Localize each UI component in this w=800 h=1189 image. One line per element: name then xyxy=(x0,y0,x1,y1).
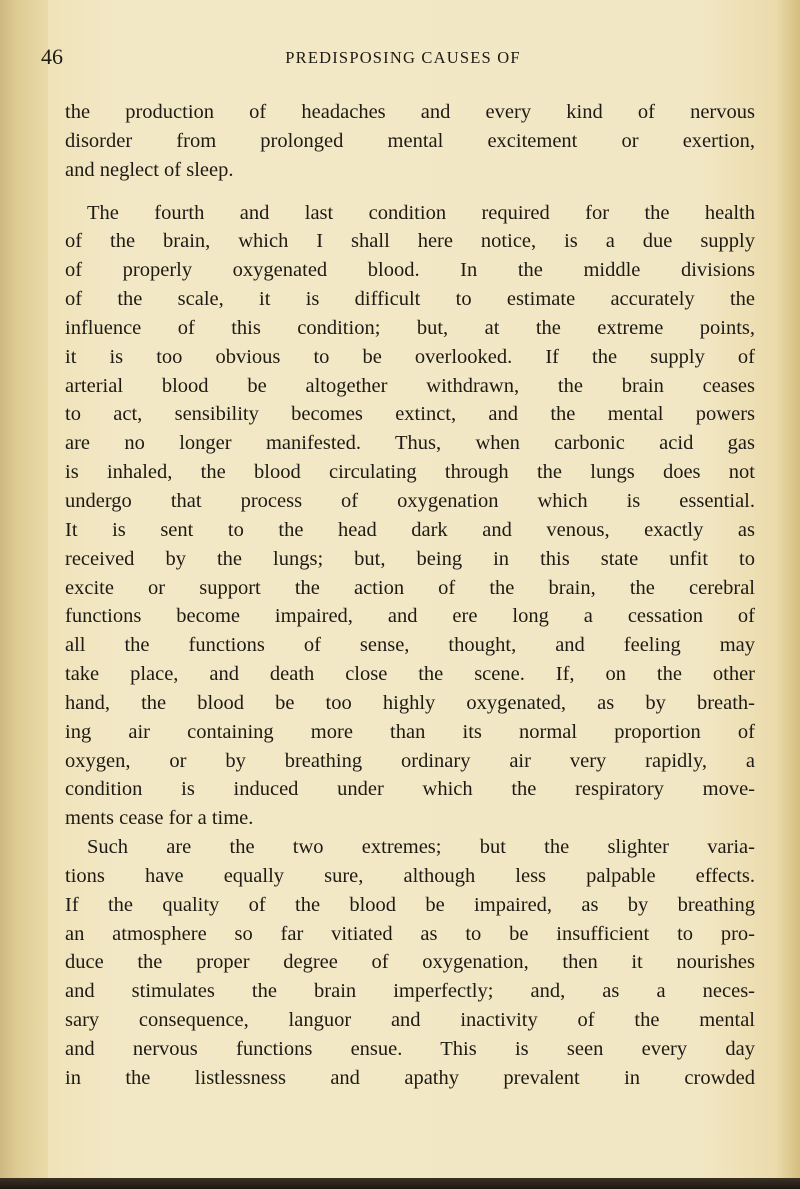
text-line: it is too obvious to be overlooked. If the supply of xyxy=(65,345,755,368)
text-line: are no longer manifested. Thus, when carbonic acid gas xyxy=(65,432,755,455)
text-line: If the quality of the blood be impaired, as by breathing xyxy=(65,893,755,916)
text-line: disorder from prolonged mental excitement or exertion, xyxy=(65,129,755,152)
text-line: the production of headaches and every kind of nervous xyxy=(65,101,755,123)
text-line: influence of this condition; but, at the extreme points, xyxy=(65,316,755,339)
text-line: all the functions of sense, thought, and feeling may xyxy=(65,634,755,657)
text-line: excite or support the action of the brain, the cerebral xyxy=(65,576,755,599)
text-line: ments cease for a time. xyxy=(65,807,254,830)
text-line: The fourth and last condition required for the health xyxy=(87,201,755,224)
text-line: and nervous functions ensue. This is seen every day xyxy=(65,1038,755,1060)
paragraph-gap xyxy=(65,185,755,199)
text-line: to act, sensibility becomes extinct, and the mental powers xyxy=(65,403,755,426)
paragraph xyxy=(65,833,755,1093)
paragraph xyxy=(65,98,755,185)
text-line: of properly oxygenated blood. In the middle divisions xyxy=(65,259,755,282)
text-line: take place, and death close the scene. If, on the other xyxy=(65,663,755,686)
running-head: PREDISPOSING CAUSES OF xyxy=(285,48,521,67)
text-line: condition is induced under which the respiratory move- xyxy=(65,778,755,801)
page-edge-shadow xyxy=(774,0,800,1189)
text-line: of the brain, which I shall here notice, is a due supply xyxy=(65,230,755,253)
body-text xyxy=(65,98,755,1093)
text-line: hand, the blood be too highly oxygenated, as by breath- xyxy=(65,691,755,714)
text-line: It is sent to the head dark and venous, exactly as xyxy=(65,518,755,541)
text-line: and neglect of sleep. xyxy=(65,158,234,181)
page-gutter-shadow xyxy=(0,0,48,1189)
text-line: tions have equally sure, although less palpable effects. xyxy=(65,864,755,887)
paragraph xyxy=(65,199,755,834)
page-bottom-edge xyxy=(0,1178,800,1189)
text-line: in the listlessness and apathy prevalent in crowded xyxy=(65,1066,755,1089)
text-line: sary consequence, languor and inactivity of the mental xyxy=(65,1009,755,1032)
text-line: arterial blood be altogether withdrawn, the brain ceases xyxy=(65,374,755,397)
text-line: and stimulates the brain imperfectly; and, as a neces- xyxy=(65,980,755,1003)
text-line: oxygen, or by breathing ordinary air very rapidly, a xyxy=(65,749,755,772)
text-line: an atmosphere so far vitiated as to be insufficient to pro- xyxy=(65,922,755,945)
page-number: 46 xyxy=(41,44,63,69)
text-line: undergo that process of oxygenation which is essential. xyxy=(65,489,755,512)
text-line: ing air containing more than its normal proportion of xyxy=(65,720,755,743)
text-line: received by the lungs; but, being in this state unfit to xyxy=(65,547,755,570)
text-line: of the scale, it is difficult to estimate accurately the xyxy=(65,288,755,311)
text-line: duce the proper degree of oxygenation, then it nourishes xyxy=(65,951,755,974)
text-line: Such are the two extremes; but the slighter varia- xyxy=(87,836,755,859)
text-line: functions become impaired, and ere long a cessation of xyxy=(65,605,755,628)
text-line: is inhaled, the blood circulating through the lungs does not xyxy=(65,461,755,484)
